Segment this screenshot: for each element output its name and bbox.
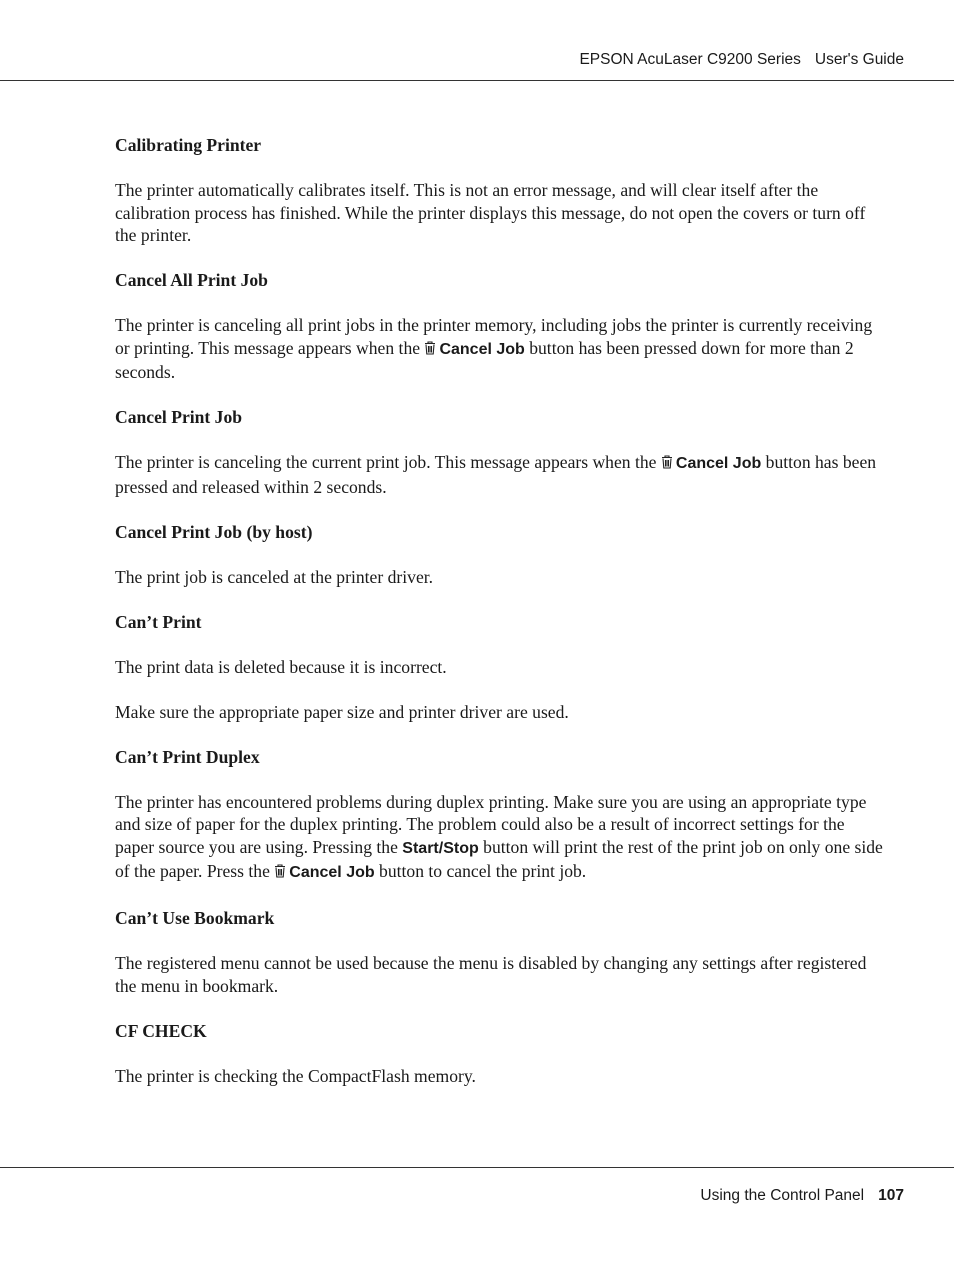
section-title: Cancel Print Job (by host) (115, 521, 313, 542)
section-title: Can’t Print (115, 611, 202, 632)
cancel-job-button-label: Cancel Job (675, 455, 762, 472)
start-stop-button-label: Start/Stop (402, 839, 479, 857)
section-paragraph: The printer automatically calibrates itself. This is not an error message, and will clear itself after the calibration process has finished. While the printer displays this message, do not open the covers or turn off the printer. (115, 180, 866, 245)
header-product: EPSON AcuLaser C9200 Series (579, 51, 801, 68)
section-title: Cancel All Print Job (115, 270, 268, 290)
trash-can-icon (274, 864, 286, 878)
page-footer (700, 1187, 904, 1205)
section-paragraph: The print job is canceled at the printer driver. (115, 566, 434, 587)
page-content (115, 134, 885, 1110)
section-title: Calibrating Printer (115, 135, 262, 155)
footer-chapter: Using the Control Panel (700, 1187, 865, 1204)
header-guide: User's Guide (814, 51, 904, 68)
footer-rule (0, 1167, 954, 1168)
section-title: CF CHECK (115, 1020, 207, 1041)
section-paragraph: The printer is canceling all print jobs in the printer memory, including jobs the printer is currently receiving or printing. This message appears when the Cancel Job button has been pressed down for more than 2 seconds. (115, 315, 873, 382)
section-title: Cancel Print Job (115, 407, 243, 427)
section-title: Can’t Use Bookmark (115, 908, 275, 928)
section-paragraph: The printer is checking the CompactFlash memory. (115, 1065, 476, 1086)
section-title: Can’t Print Duplex (115, 746, 260, 767)
section-paragraph: The print data is deleted because it is incorrect. (115, 656, 447, 677)
header-rule (0, 80, 954, 81)
trash-can-icon (424, 341, 436, 355)
section-paragraph: Make sure the appropriate paper size and printer driver are used. (115, 701, 569, 722)
page-number: 107 (878, 1187, 904, 1204)
section-paragraph: The printer has encountered problems during duplex printing. Make sure you are using an appropriate type and size of paper for the duplex printing. The problem could also be a result of incorrect settings for the paper source you are using. Pressing the Start/Stop button will print the rest of the print job on only one side of the paper. Press the Cancel Job button to cancel the print job. (115, 791, 883, 881)
section-paragraph: The registered menu cannot be used because the menu is disabled by changing any settings after registered the menu in bookmark. (115, 953, 867, 996)
page-header (579, 51, 904, 69)
cancel-job-button-label: Cancel Job (289, 864, 375, 881)
trash-can-icon (661, 455, 673, 469)
cancel-job-button-label: Cancel Job (439, 340, 525, 358)
section-paragraph: The printer is canceling the current print job. This message appears when the Cancel Job button has been pressed and released within 2 seconds. (115, 452, 877, 497)
